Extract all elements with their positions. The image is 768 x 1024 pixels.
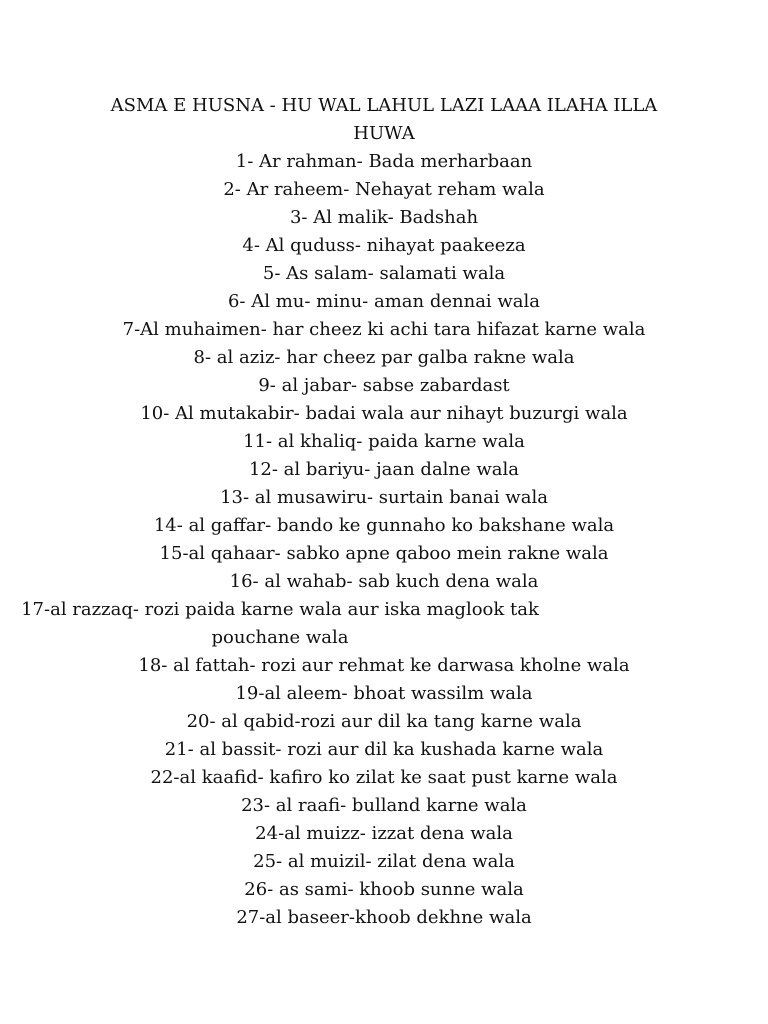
list-item: 16- al wahab- sab kuch dena wala [229,571,539,592]
list-item: 6- Al mu- minu- aman dennai wala [227,291,541,312]
list-item: 1- Ar rahman- Bada merharbaan [235,151,533,172]
list-item: 10- Al mutakabir- badai wala aur nihayt buzurgi wala [140,403,628,424]
list-item: 26- as sami- khoob sunne wala [244,879,524,900]
list-item: 7-Al muhaimen- har cheez ki achi tara hifazat karne wala [122,319,646,340]
list-item: 4- Al quduss- nihayat paakeeza [242,235,526,256]
list-item: 5- As salam- salamati wala [262,263,506,284]
list-item: 25- al muizil- zilat dena wala [253,851,515,872]
list-item: 2- Ar raheem- Nehayat reham wala [223,179,545,200]
list-item: 19-al aleem- bhoat wassilm wala [235,683,533,704]
list-item: 9- al jabar- sabse zabardast [258,375,510,396]
list-item: 11- al khaliq- paida karne wala [243,431,525,452]
names-list [0,148,768,932]
list-item: 8- al aziz- har cheez par galba rakne wala [193,347,575,368]
list-item: 15-al qahaar- sabko apne qaboo mein rakne wala [159,543,609,564]
list-item: 12- al bariyu- jaan dalne wala [248,459,520,480]
document-title: ASMA E HUSNA - HU WAL LAHUL LAZI LAAA ILAHA ILLA HUWA [110,95,658,144]
document-page [0,92,768,932]
list-item: 17-al razzaq- rozi paida karne wala aur iska maglook tak pouchane wala [21,599,539,648]
list-item: 24-al muizz- izzat dena wala [255,823,513,844]
list-item: 14- al gaffar- bando ke gunnaho ko bakshane wala [153,515,615,536]
list-item: 21- al bassit- rozi aur dil ka kushada karne wala [164,739,604,760]
list-item: 22-al kaafid- kafiro ko zilat ke saat pust karne wala [150,767,618,788]
list-item: 13- al musawiru- surtain banai wala [220,487,548,508]
list-item: 3- Al malik- Badshah [289,207,479,228]
list-item: 23- al raafi- bulland karne wala [241,795,527,816]
list-item: 27-al baseer-khoob dekhne wala [236,907,532,928]
list-item: 20- al qabid-rozi aur dil ka tang karne wala [186,711,582,732]
list-item: 18- al fattah- rozi aur rehmat ke darwasa kholne wala [138,655,630,676]
